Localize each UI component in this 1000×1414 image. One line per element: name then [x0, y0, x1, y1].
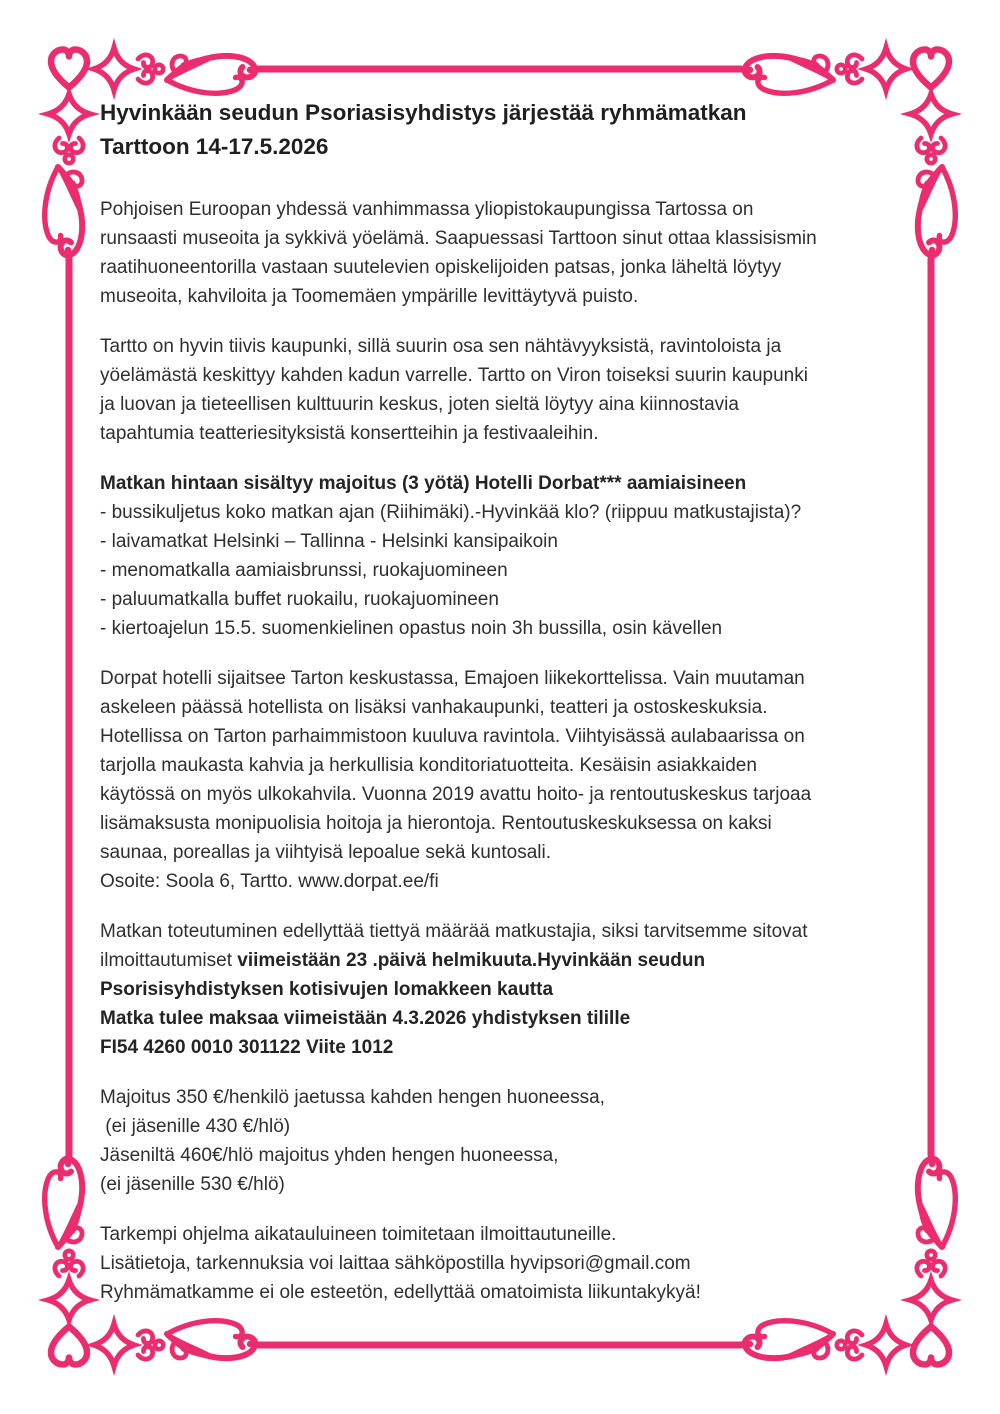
bank-account: FI54 4260 0010 301122 Viite 1012: [100, 1037, 394, 1058]
intro-paragraph: Pohjoisen Euroopan yhdessä vanhimmassa yliopistokaupungissa Tartossa on runsaasti museoita ja sykkivä yöelämä. Saapuessasi Tarttoon sinut ottaa klassisismin raatihuoneentorilla vastaan suutelevien opiskelijoiden patsas, jonka läheltä löytyy museoita, kahviloita ja Toomemäen ympärille levittäytyvä puisto.: [100, 199, 817, 307]
registration-line-1: Matkan toteutuminen edellyttää tiettyä määrää matkustajia, siksi tarvitsemme sitovat: [100, 921, 808, 942]
page-title: Hyvinkään seudun Psoriasisyhdistys järjestää ryhmämatkan Tarttoon 14-17.5.2026: [100, 100, 747, 159]
registration-form-info: Psorisisyhdistyksen kotisivujen lomakkeen kautta: [100, 979, 554, 1000]
city-paragraph: Tartto on hyvin tiivis kaupunki, sillä suurin osa sen nähtävyyksistä, ravintoloista ja yöelämästä keskittyy kahden kadun varrelle. Tartto on Viron toiseksi suurin kaupunki ja luovan ja tieteellisen kulttuurin keskus, joten sieltä löytyy aina kiinnostavia tapahtumia teatteriesityksistä konsertteihin ja festivaaleihin.: [100, 336, 808, 444]
notes-paragraph: Tarkempi ohjelma aikatauluineen toimitetaan ilmoittautuneille. Lisätietoja, tarkennuksia voi laittaa sähköpostilla hyvipsori@gmail.com Ryhmämatkamme ei ole esteetön, edellyttää omatoimista liikuntakykyä!: [100, 1224, 701, 1303]
package-list: - bussikuljetus koko matkan ajan (Riihimäki).-Hyvinkää klo? (riippuu matkustajista)? - laivamatkat Helsinki – Tallinna - Helsinki kansipaikoin - menomatkalla aamiaisbrunssi, ruokajuomineen - paluumatkalla buffet ruokailu, ruokajuomineen - kiertoajelun 15.5. suomenkielinen opastus noin 3h bussilla, osin kävellen: [100, 502, 802, 639]
registration-deadline: viimeistään 23 .päivä helmikuuta.Hyvinkään seudun: [237, 950, 706, 971]
pricing-paragraph: Majoitus 350 €/henkilö jaetussa kahden hengen huoneessa, (ei jäsenille 430 €/hlö) Jäseniltä 460€/hlö majoitus yhden hengen huoneessa, (ei jäsenille 530 €/hlö): [100, 1087, 605, 1195]
registration-paragraph: [100, 917, 930, 1062]
hotel-paragraph: Dorpat hotelli sijaitsee Tarton keskustassa, Emajoen liikekorttelissa. Vain muutaman askeleen päässä hotellista on lisäksi vanhakaupunki, teatteri ja ostoskeskuksia. Hotellissa on Tarton parhaimmistoon kuuluva ravintola. Viihtyisässä aulabaarissa on tarjolla maukasta kahvia ja herkullisia konditoriatuotteita. Kesäisin asiakkaiden käytössä on myös ulkokahvila. Vuonna 2019 avattu hoito- ja rentoutuskeskus tarjoaa lisämaksusta monipuolisia hoitoja ja hierontoja. Rentoutuskeskuksessa on kaksi saunaa, poreallas ja viihtyisä lepoalue sekä kuntosali. Osoite: Soola 6, Tartto. www.dorpat.ee/fi: [100, 668, 812, 892]
package-heading: Matkan hintaan sisältyy majoitus (3 yötä) Hotelli Dorbat*** aamiaisineen: [100, 473, 747, 494]
registration-line-2-regular: ilmoittautumiset: [100, 950, 238, 971]
payment-deadline: Matka tulee maksaa viimeistään 4.3.2026 yhdistyksen tilille: [100, 1008, 631, 1029]
flyer-content: [100, 96, 930, 1328]
